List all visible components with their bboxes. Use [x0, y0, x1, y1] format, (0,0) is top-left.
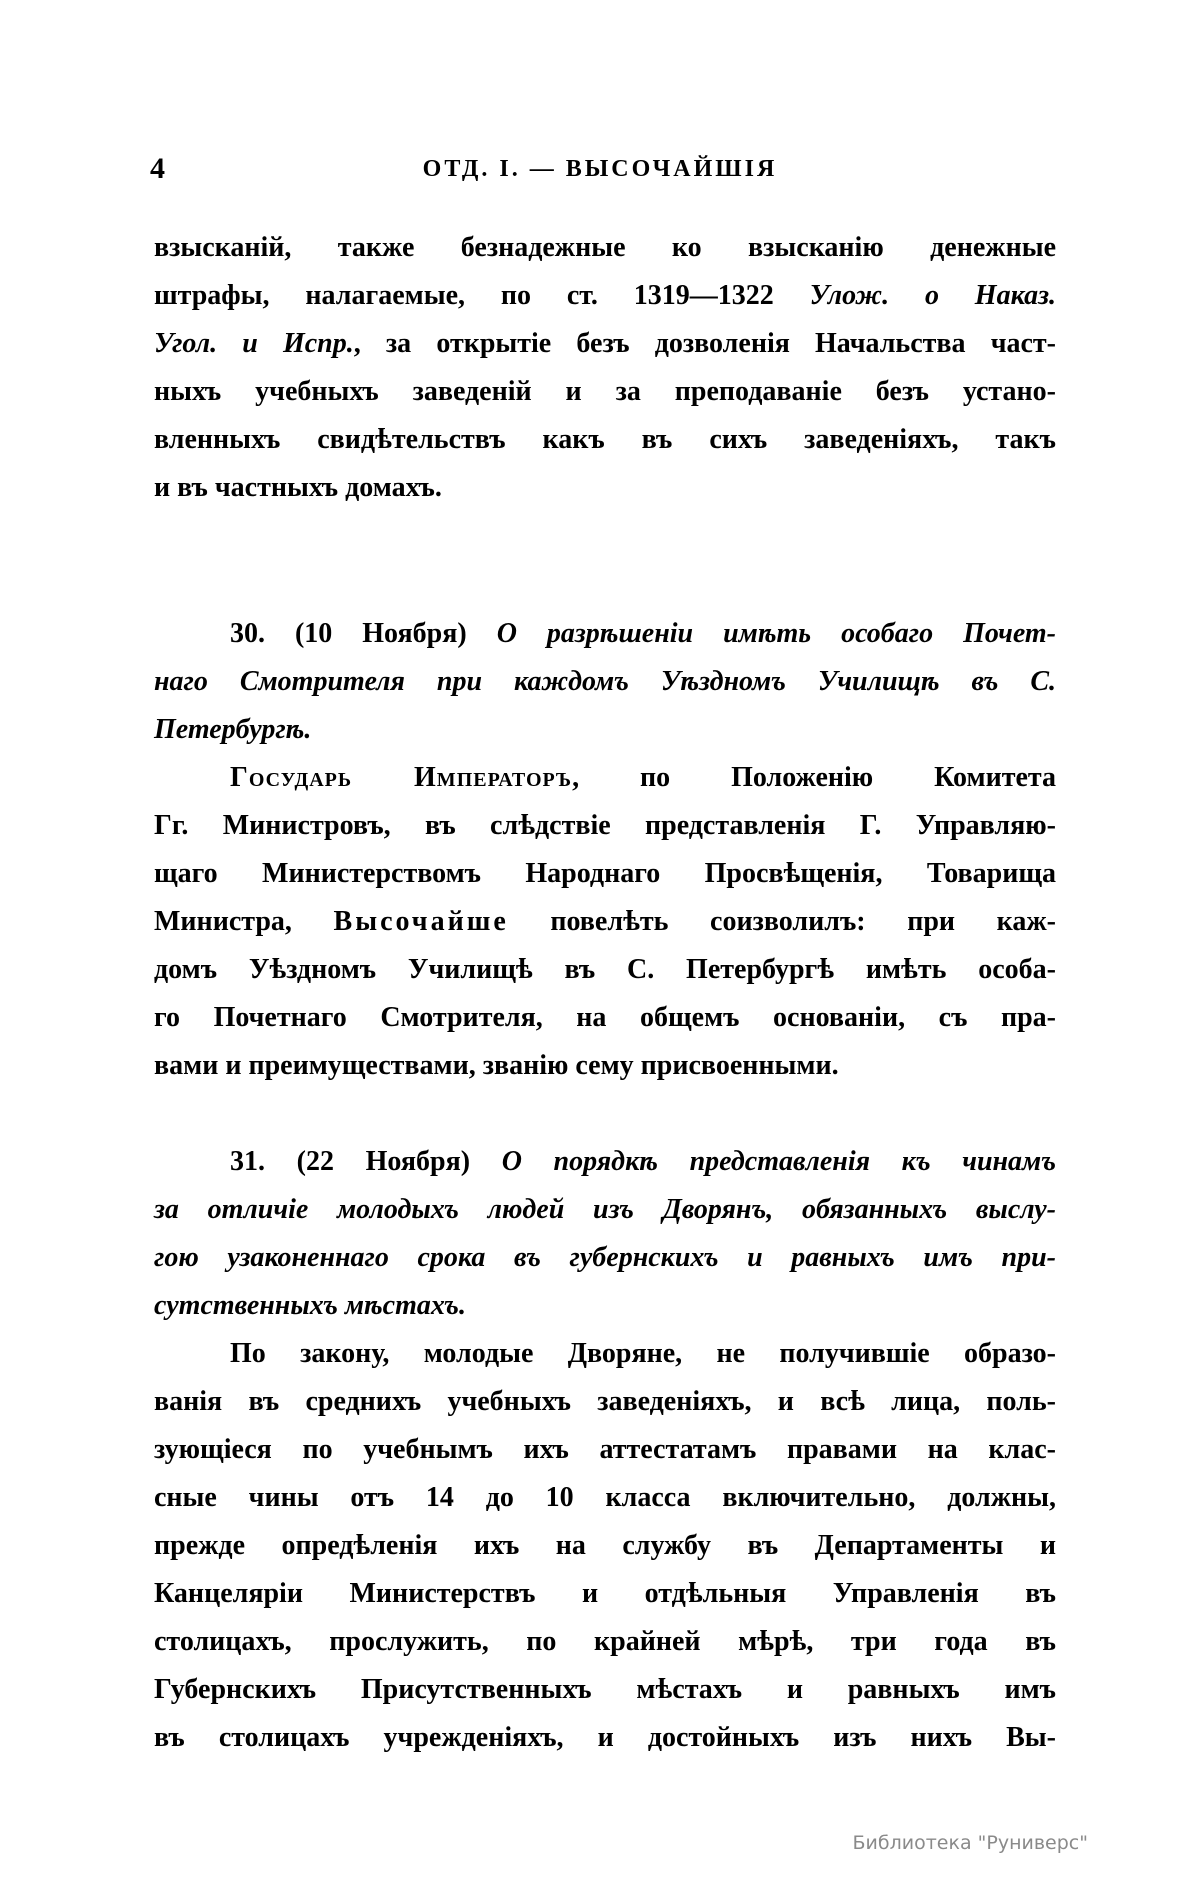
text-line [154, 1618, 1056, 1666]
italic-text: гою узаконеннаго срока въ губернскихъ и равныхъ имъ при- [154, 1242, 1056, 1273]
text-segment: ныхъ учебныхъ заведеній и за преподаваніе безъ устано- [154, 376, 1056, 407]
text-segment: Министра, [154, 906, 334, 937]
page-number: 4 [150, 152, 165, 185]
italic-text: Петербургѣ. [154, 714, 312, 745]
text-segment: щаго Министерствомъ Народнаго Просвѣщенія, Товарища [154, 858, 1056, 889]
text-segment: вами и преимуществами, званію сему присвоенными. [154, 1050, 839, 1081]
text-line [154, 1042, 1056, 1090]
text-segment: , за открытіе безъ дозволенія Начальства част- [353, 328, 1056, 359]
italic-text: О разрѣшеніи имѣть особаго Почет- [496, 618, 1056, 649]
library-watermark: Библиотека "Руниверс" [852, 1832, 1088, 1854]
italic-text: наго Смотрителя при каждомъ Уѣздномъ Училищѣ въ С. [154, 666, 1056, 697]
text-line [154, 1474, 1056, 1522]
text-segment: Губернскихъ Присутственныхъ мѣстахъ и равныхъ имъ [154, 1674, 1056, 1705]
paragraph-continuation [154, 224, 1056, 512]
text-segment: Канцеляріи Министерствъ и отдѣльныя Управленія въ [154, 1578, 1056, 1609]
section-30 [154, 610, 1056, 1090]
text-line [154, 416, 1056, 464]
text-segment: вленныхъ свидѣтельствъ какъ въ сихъ заведеніяхъ, такъ [154, 424, 1056, 455]
text-segment: По закону, молодые Дворяне, не получившіе образо- [230, 1338, 1056, 1369]
text-segment: въ столицахъ учрежденіяхъ, и достойныхъ изъ нихъ Вы- [154, 1722, 1056, 1753]
text-line [154, 320, 1056, 368]
text-line [154, 368, 1056, 416]
text-line [154, 1378, 1056, 1426]
text-line [154, 224, 1056, 272]
text-segment: го Почетнаго Смотрителя, на общемъ основаніи, съ пра- [154, 1002, 1056, 1033]
text-line [154, 658, 1056, 706]
text-line [154, 898, 1056, 946]
text-line [154, 706, 1056, 754]
text-segment: Высочайше [333, 906, 509, 937]
text-line [154, 1570, 1056, 1618]
text-line [154, 946, 1056, 994]
italic-text: за отличіе молодыхъ людей изъ Дворянъ, обязанныхъ выслу- [154, 1194, 1056, 1225]
text-segment: 31. (22 Ноября) [230, 1146, 502, 1177]
text-segment: сные чины отъ 14 до 10 класса включительно, должны, [154, 1482, 1056, 1513]
text-segment: зующіеся по учебнымъ ихъ аттестатамъ правами на клас- [154, 1434, 1056, 1465]
text-segment: и въ частныхъ домахъ. [154, 472, 442, 503]
text-segment: Государь Императоръ [230, 762, 573, 793]
text-line [154, 802, 1056, 850]
text-line [154, 610, 1056, 658]
text-segment: домъ Уѣздномъ Училищѣ въ С. Петербургѣ имѣть особа- [154, 954, 1056, 985]
text-line [154, 994, 1056, 1042]
text-line [154, 1186, 1056, 1234]
text-segment: штрафы, налагаемые, по ст. 1319—1322 [154, 280, 810, 311]
text-line [154, 272, 1056, 320]
text-segment: прежде опредѣленія ихъ на службу въ Департаменты и [154, 1530, 1056, 1561]
section-31 [154, 1138, 1056, 1762]
text-line [154, 1714, 1056, 1762]
text-line [154, 1666, 1056, 1714]
running-title: ОТД. I. — ВЫСОЧАЙШІЯ [422, 156, 778, 182]
text-segment: взысканій, также безнадежные ко взысканію денежные [154, 232, 1056, 263]
text-line [154, 850, 1056, 898]
italic-text: сутственныхъ мѣстахъ. [154, 1290, 466, 1321]
italic-text: О порядкѣ представленія къ чинамъ [501, 1146, 1056, 1177]
text-line [154, 1282, 1056, 1330]
text-segment: 30. (10 Ноября) [230, 618, 497, 649]
text-line [154, 1234, 1056, 1282]
text-line [154, 1522, 1056, 1570]
italic-text: Угол. и Испр. [154, 328, 354, 359]
text-line [154, 464, 1056, 512]
text-line [154, 1330, 1056, 1378]
text-segment: Гг. Министровъ, въ слѣдствіе представленія Г. Управляю- [154, 810, 1056, 841]
text-line [154, 754, 1056, 802]
text-segment: столицахъ, прослужить, по крайней мѣрѣ, три года въ [154, 1626, 1056, 1657]
text-segment: повелѣть соизволилъ: при каж- [508, 906, 1056, 937]
italic-text: Улож. о Наказ. [809, 280, 1056, 311]
text-segment: , по Положенію Комитета [572, 762, 1056, 793]
text-segment: ванія въ среднихъ учебныхъ заведеніяхъ, и всѣ лица, поль- [154, 1386, 1056, 1417]
text-line [154, 1138, 1056, 1186]
text-line [154, 1426, 1056, 1474]
